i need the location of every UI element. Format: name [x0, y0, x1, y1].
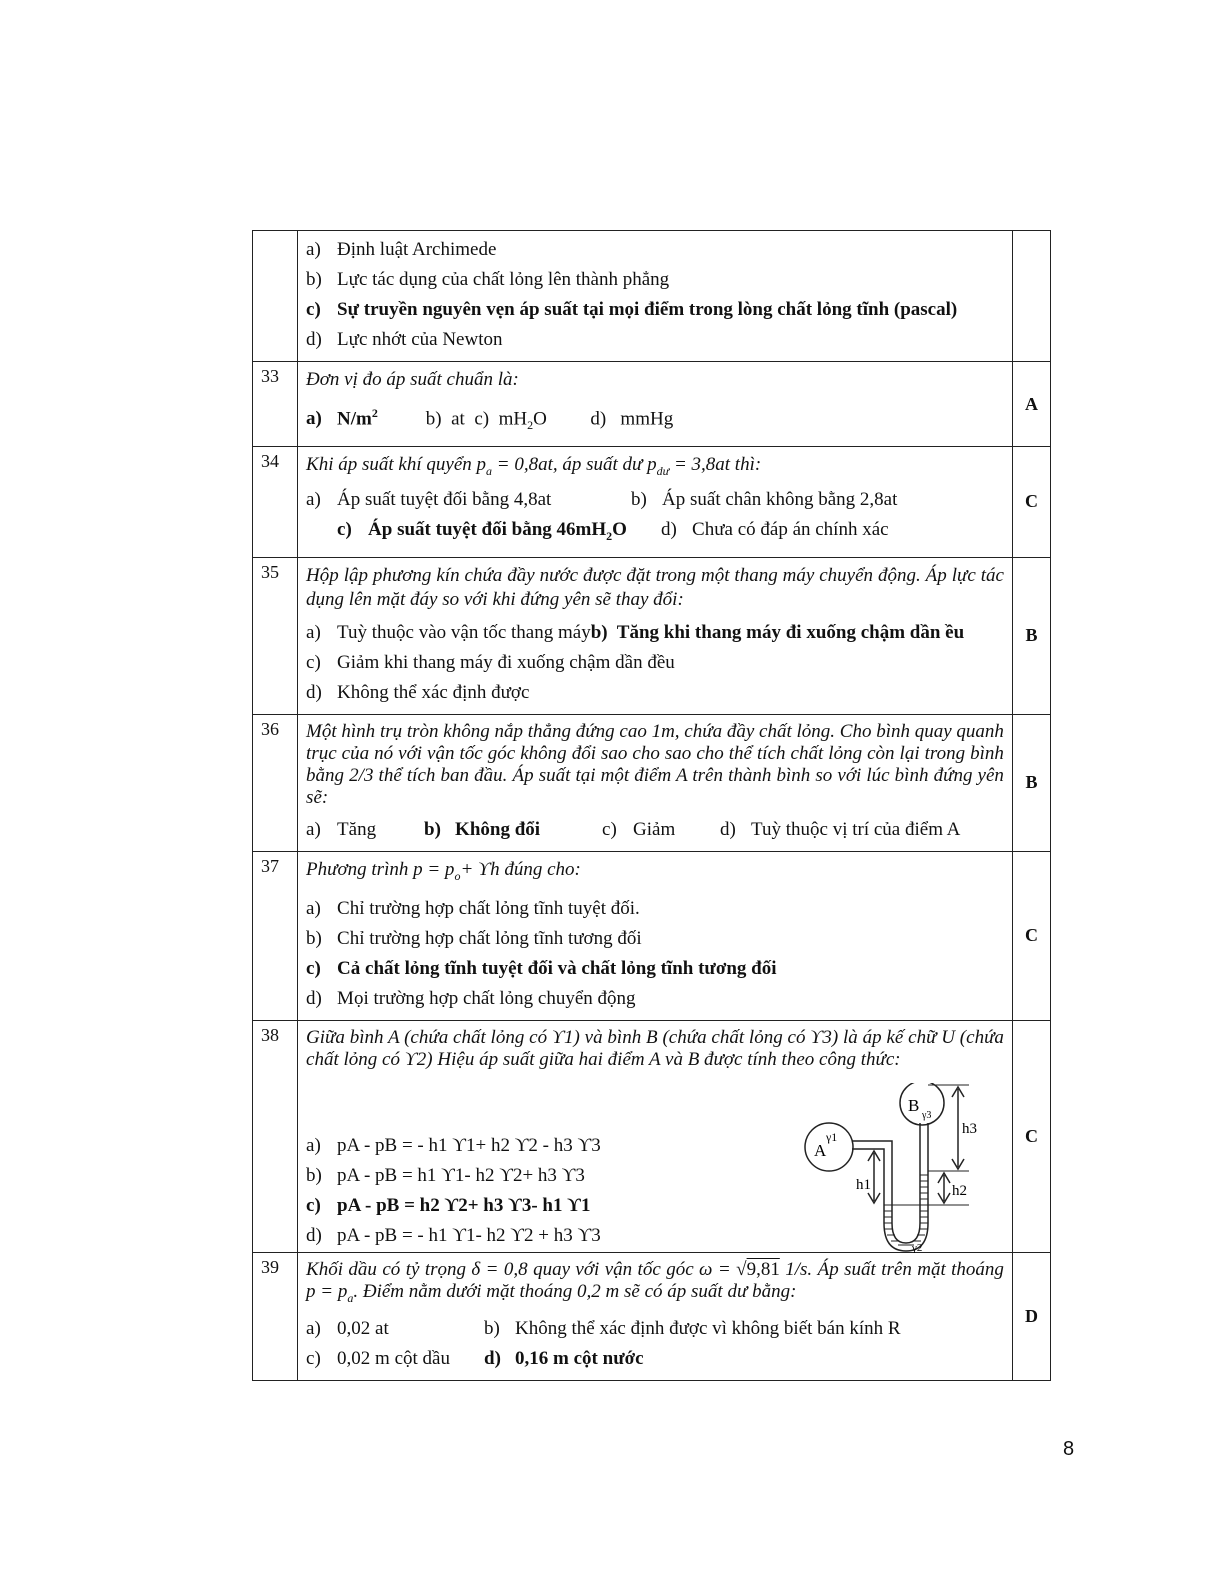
option-c: c) Sự truyền nguyên vẹn áp suất tại mọi điểm trong lòng chất lỏng tĩnh (pascal) — [306, 299, 958, 320]
label-h2: h2 — [951, 1182, 967, 1199]
label-gamma1: γ1 — [825, 1129, 838, 1144]
table-row — [253, 1020, 1051, 1252]
page-number: 8 — [1063, 1438, 1075, 1460]
option-d: d) Lực nhớt của Newton — [306, 329, 503, 350]
question-text: Khi áp suất khí quyển $p_a = 0,8at$, áp suất dư $p_{dư} = 3,8at$ thì: — [306, 454, 762, 478]
option-a: a) Định luật Archimede — [306, 239, 497, 260]
question-table — [252, 230, 1051, 1381]
question-number: 38 — [253, 1020, 298, 1252]
question-text: Phương trình $p = p_o+ ϒh$ đúng cho: — [306, 858, 581, 883]
table-row — [253, 851, 1051, 1020]
answer-cell: C — [1012, 1020, 1050, 1252]
options-line: c) Áp suất tuyệt đối bằng $46mH_2O$ d) Chưa có đáp án chính xác — [337, 518, 889, 543]
question-body — [298, 447, 1013, 558]
label-h3: h3 — [961, 1120, 977, 1137]
question-body — [298, 557, 1013, 714]
table-row — [253, 362, 1051, 447]
question-number: 33 — [253, 362, 298, 447]
question-body — [298, 231, 1013, 362]
question-text: Khối dầu có tỷ trọng δ = 0,8 quay với vận tốc góc ω = √9,81 1/s. Áp suất trên mặt thoáng $p = p_a$. Điểm nằm dưới mặt thoáng 0,2 m sẽ có áp suất dư bằng: — [306, 1258, 1004, 1305]
option-d: d) pA - pB = - h1 ϒ1- h2 ϒ2 + h3 ϒ3 — [306, 1224, 601, 1246]
label-h1: h1 — [855, 1176, 871, 1193]
options-line: a) $N/m^2$ b) at c) $mH_2O$ d) mmHg — [306, 406, 674, 433]
question-number: 35 — [253, 557, 298, 714]
answer-cell — [1012, 231, 1050, 362]
option-d: d) Mọi trường hợp chất lỏng chuyển động — [306, 987, 636, 1009]
options-line: c) 0,02 m cột dầu d) 0,16 m cột nước — [306, 1348, 644, 1370]
option-b: b) pA - pB = h1 ϒ1- h2 ϒ2+ h3 ϒ3 — [306, 1164, 585, 1186]
answer-cell: C — [1012, 851, 1050, 1020]
question-number — [253, 231, 298, 362]
question-number: 39 — [253, 1252, 298, 1381]
answer-cell: B — [1012, 714, 1050, 851]
answer-cell: B — [1012, 557, 1050, 714]
option-c: c) Cả chất lỏng tĩnh tuyệt đối và chất lỏng tĩnh tương đối — [306, 957, 777, 979]
question-body — [298, 1252, 1013, 1381]
question-body — [298, 851, 1013, 1020]
option-c: c) pA - pB = h2 ϒ2+ h3 ϒ3- h1 ϒ1 — [306, 1194, 591, 1216]
question-text: Đơn vị đo áp suất chuẩn là: — [306, 369, 519, 390]
label-a: A — [813, 1140, 827, 1160]
option-c: c) Giảm khi thang máy đi xuống chậm dần đều — [306, 651, 675, 673]
options-line: a) 0,02 at b) Không thể xác định được vì không biết bán kính R — [306, 1318, 901, 1340]
question-text: Một hình trụ tròn không nắp thẳng đứng cao 1m, chứa đầy chất lỏng. Cho bình quay quanh trục của nó với vận tốc góc không đổi sao cho sao cho thể tích chất lỏng còn lại trong bình bằng 2/3 thể tích ban đầu. Áp suất tại một điểm A trên thành bình so với lúc bình đứng yên sẽ: — [306, 720, 1004, 808]
option-a: a) pA - pB = - h1 ϒ1+ h2 ϒ2 - h3 ϒ3 — [306, 1134, 601, 1156]
question-body — [298, 1020, 1013, 1252]
answer-cell: A — [1012, 362, 1050, 447]
table-row — [253, 714, 1051, 851]
option-b: b) Lực tác dụng của chất lỏng lên thành phẳng — [306, 269, 670, 290]
table-row — [253, 231, 1051, 362]
question-body — [298, 362, 1013, 447]
label-gamma3: γ3 — [921, 1109, 932, 1121]
table-row — [253, 447, 1051, 558]
question-number: 37 — [253, 851, 298, 1020]
options-line: a) Áp suất tuyệt đối bằng 4,8at b) Áp suất chân không bằng 2,8at — [306, 488, 898, 510]
table-row — [253, 557, 1051, 714]
option-a: a) Chỉ trường hợp chất lỏng tĩnh tuyệt đối. — [306, 897, 640, 919]
question-number: 34 — [253, 447, 298, 558]
options-line: a) Tuỳ thuộc vào vận tốc thang máyb) Tăng khi thang máy đi xuống chậm dần ều — [306, 621, 965, 643]
options-line: a) Tăng b) Không đổi c) Giảm d) Tuỳ thuộc vị trí của điểm A — [306, 818, 961, 840]
answer-cell: D — [1012, 1252, 1050, 1381]
label-gamma2: γ2 — [911, 1241, 923, 1253]
answer-cell: C — [1012, 447, 1050, 558]
question-text: Giữa bình A (chứa chất lỏng có ϒ1) và bình B (chứa chất lỏng có ϒ3) là áp kế chữ U (chứa chất lỏng có ϒ2) Hiệu áp suất giữa hai điểm A và B được tính theo công thức: — [306, 1026, 1004, 1070]
question-text: Hộp lập phương kín chứa đầy nước được đặt trong một thang máy chuyển động. Áp lực tác dụng lên mặt đáy so với khi đứng yên sẽ thay đổi: — [306, 564, 1004, 610]
question-body — [298, 714, 1013, 851]
option-d: d) Không thể xác định được — [306, 681, 530, 703]
question-number: 36 — [253, 714, 298, 851]
u-manometer-diagram — [794, 1083, 994, 1253]
option-b: b) Chỉ trường hợp chất lỏng tĩnh tương đối — [306, 927, 642, 949]
label-b: B — [907, 1095, 920, 1115]
table-row — [253, 1252, 1051, 1381]
